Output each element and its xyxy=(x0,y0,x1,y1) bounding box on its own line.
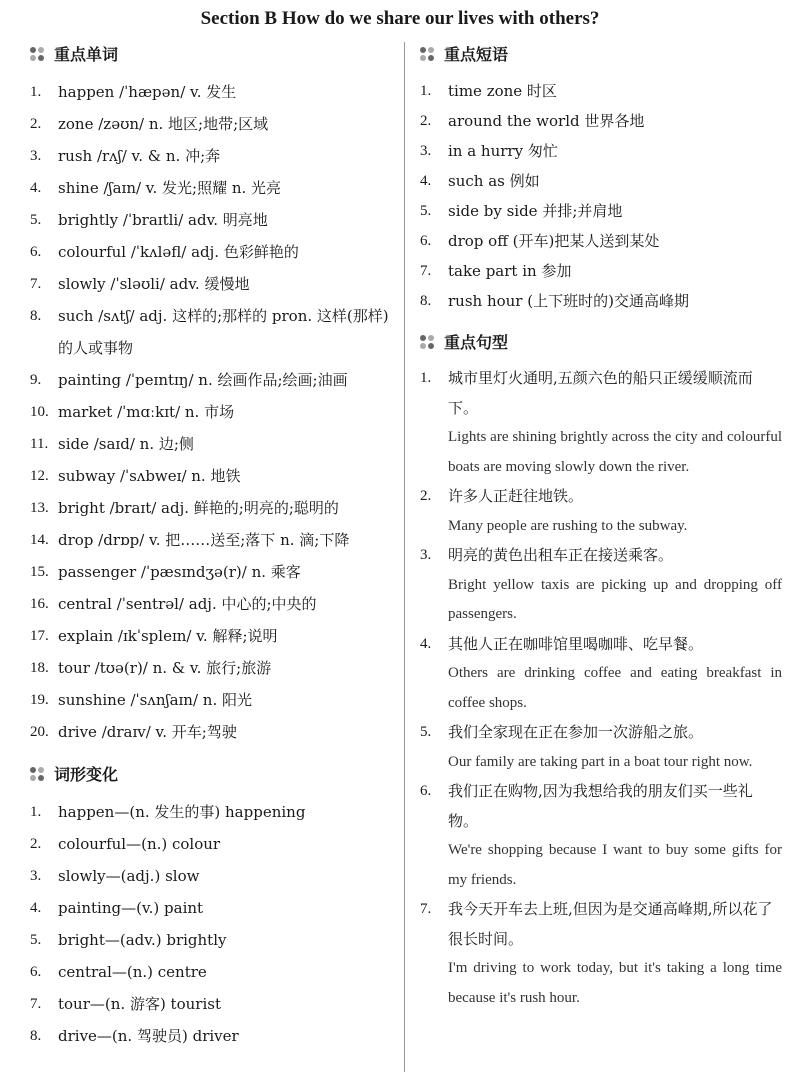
item-text: drop off (开车)把某人送到某处 xyxy=(448,232,660,250)
section-dots-icon xyxy=(420,335,436,351)
item-number: 7. xyxy=(30,276,42,292)
sentence-item xyxy=(420,895,782,1013)
vocab-item xyxy=(30,620,392,652)
item-number: 7. xyxy=(420,263,432,279)
item-number: 16. xyxy=(30,596,49,612)
vocab-item xyxy=(30,268,392,300)
item-number: 20. xyxy=(30,724,49,740)
sentence-body xyxy=(448,718,782,777)
sentence-body xyxy=(448,541,782,630)
item-text: take part in 参加 xyxy=(448,262,572,280)
sentence-chinese: 我们正在购物,因为我想给我的朋友们买一些礼物。 xyxy=(448,782,753,830)
phrase-item xyxy=(420,256,782,286)
item-number: 2. xyxy=(420,113,432,129)
item-number: 18. xyxy=(30,660,49,676)
form-item xyxy=(30,956,392,988)
vocab-item xyxy=(30,556,392,588)
item-number: 4. xyxy=(420,173,432,189)
sentence-chinese: 城市里灯火通明,五颜六色的船只正缓缓顺流而下。 xyxy=(448,369,753,417)
form-item xyxy=(30,892,392,924)
sentence-chinese: 明亮的黄色出租车正在接送乘客。 xyxy=(448,546,674,564)
phrase-item xyxy=(420,166,782,196)
item-number: 10. xyxy=(30,404,49,420)
item-text: side by side 并排;并肩地 xyxy=(448,202,623,220)
item-number: 11. xyxy=(30,436,49,452)
item-text: happen—(n. 发生的事) happening xyxy=(58,803,306,821)
item-number: 4. xyxy=(30,180,42,196)
vocab-item xyxy=(30,172,392,204)
sentence-item xyxy=(420,630,782,719)
phrase-item xyxy=(420,196,782,226)
item-text: market /ˈmɑːkɪt/ n. 市场 xyxy=(58,403,235,421)
sentence-english: Our family are taking part in a boat tour right now. xyxy=(448,753,753,770)
item-text: colourful /ˈkʌləfl/ adj. 色彩鲜艳的 xyxy=(58,243,299,261)
sentence-item xyxy=(420,482,782,541)
sentence-body xyxy=(448,777,782,895)
item-number: 5. xyxy=(420,203,432,219)
phrase-item xyxy=(420,106,782,136)
sentence-english: Lights are shining brightly across the city and colourful boats are moving slowly down the river. xyxy=(448,429,782,475)
vocab-item xyxy=(30,396,392,428)
vocab-item xyxy=(30,236,392,268)
sentence-body xyxy=(448,364,782,482)
item-text: brightly /ˈbraɪtli/ adv. 明亮地 xyxy=(58,211,268,229)
column-divider xyxy=(404,42,405,1072)
item-text: shine /ʃaɪn/ v. 发光;照耀 n. 光亮 xyxy=(58,179,282,197)
section-dots-icon xyxy=(420,47,436,63)
item-number: 2. xyxy=(420,488,432,504)
item-number: 8. xyxy=(420,293,432,309)
item-text: drive /draɪv/ v. 开车;驾驶 xyxy=(58,723,237,741)
vocab-heading xyxy=(30,42,392,68)
item-text: around the world 世界各地 xyxy=(448,112,645,130)
item-number: 6. xyxy=(30,244,42,260)
phrase-item xyxy=(420,286,782,316)
left-column xyxy=(30,42,392,1052)
item-text: such as 例如 xyxy=(448,172,540,190)
form-item xyxy=(30,988,392,1020)
item-text: bright—(adv.) brightly xyxy=(58,931,227,949)
item-number: 9. xyxy=(30,372,42,388)
sentences-heading xyxy=(420,330,782,356)
item-text: tour /tʊə(r)/ n. & v. 旅行;旅游 xyxy=(58,659,272,677)
item-text: happen /ˈhæpən/ v. 发生 xyxy=(58,83,237,101)
vocab-item xyxy=(30,492,392,524)
item-number: 12. xyxy=(30,468,49,484)
item-text: slowly /ˈsləʊli/ adv. 缓慢地 xyxy=(58,275,250,293)
sentence-item xyxy=(420,777,782,895)
phrase-item xyxy=(420,226,782,256)
sentence-english: Others are drinking coffee and eating breakfast in coffee shops. xyxy=(448,665,782,711)
item-number: 4. xyxy=(30,900,42,916)
form-item xyxy=(30,860,392,892)
item-text: subway /ˈsʌbweɪ/ n. 地铁 xyxy=(58,467,241,485)
sentence-chinese: 许多人正赶往地铁。 xyxy=(448,487,584,505)
vocab-item xyxy=(30,300,392,364)
item-number: 7. xyxy=(420,901,432,917)
page-title: Section B How do we share our lives with others? xyxy=(200,8,600,29)
item-number: 3. xyxy=(30,868,42,884)
sentence-item xyxy=(420,364,782,482)
forms-heading-text: 词形变化 xyxy=(54,765,119,784)
sentence-item xyxy=(420,718,782,777)
item-number: 1. xyxy=(30,804,42,820)
item-number: 3. xyxy=(420,143,432,159)
item-text: explain /ɪkˈspleɪn/ v. 解释;说明 xyxy=(58,627,278,645)
form-item xyxy=(30,828,392,860)
item-text: tour—(n. 游客) tourist xyxy=(58,995,221,1013)
item-text: side /saɪd/ n. 边;侧 xyxy=(58,435,194,453)
item-text: painting /ˈpeɪntɪŋ/ n. 绘画作品;绘画;油画 xyxy=(58,371,348,389)
item-text: such /sʌtʃ/ adj. 这样的;那样的 pron. 这样(那样)的人或事物 xyxy=(58,307,389,357)
item-number: 6. xyxy=(420,783,432,799)
item-number: 14. xyxy=(30,532,49,548)
item-text: drop /drɒp/ v. 把……送至;落下 n. 滴;下降 xyxy=(58,531,350,549)
vocab-item xyxy=(30,588,392,620)
item-number: 7. xyxy=(30,996,42,1012)
sentence-english: We're shopping because I want to buy some gifts for my friends. xyxy=(448,842,782,888)
vocab-item xyxy=(30,684,392,716)
item-text: bright /braɪt/ adj. 鲜艳的;明亮的;聪明的 xyxy=(58,499,339,517)
item-text: slowly—(adj.) slow xyxy=(58,867,200,885)
item-number: 3. xyxy=(30,148,42,164)
sentence-chinese: 我今天开车去上班,但因为是交通高峰期,所以花了很长时间。 xyxy=(448,900,773,948)
item-number: 1. xyxy=(420,83,432,99)
phrases-heading-text: 重点短语 xyxy=(444,45,509,64)
item-text: zone /zəʊn/ n. 地区;地带;区域 xyxy=(58,115,269,133)
item-number: 4. xyxy=(420,635,432,652)
item-text: colourful—(n.) colour xyxy=(58,835,221,853)
item-text: rush hour (上下班时的)交通高峰期 xyxy=(448,292,689,310)
item-number: 17. xyxy=(30,628,49,644)
vocab-item xyxy=(30,524,392,556)
item-text: central /ˈsentrəl/ adj. 中心的;中央的 xyxy=(58,595,317,613)
item-text: central—(n.) centre xyxy=(58,963,207,981)
item-number: 19. xyxy=(30,692,49,708)
vocab-item xyxy=(30,652,392,684)
item-text: painting—(v.) paint xyxy=(58,899,204,917)
phrase-item xyxy=(420,136,782,166)
item-number: 1. xyxy=(420,370,432,386)
item-number: 5. xyxy=(420,724,432,740)
sentences-list xyxy=(420,364,782,1013)
item-number: 6. xyxy=(420,233,432,249)
vocab-item xyxy=(30,204,392,236)
sentence-body xyxy=(448,895,782,1013)
item-number: 5. xyxy=(30,932,42,948)
sentence-english: I'm driving to work today, but it's taking a long time because it's rush hour. xyxy=(448,960,782,1006)
section-dots-icon xyxy=(30,767,46,783)
item-number: 15. xyxy=(30,564,49,580)
sentence-chinese: 其他人正在咖啡馆里喝咖啡、吃早餐。 xyxy=(448,634,704,653)
forms-heading xyxy=(30,762,392,788)
sentence-body xyxy=(448,630,782,719)
vocab-list xyxy=(30,76,392,748)
form-item xyxy=(30,796,392,828)
item-text: in a hurry 匆忙 xyxy=(448,142,558,160)
item-number: 8. xyxy=(30,1028,42,1044)
item-number: 2. xyxy=(30,836,42,852)
phrases-list xyxy=(420,76,782,316)
vocab-item xyxy=(30,76,392,108)
vocab-heading-text: 重点单词 xyxy=(54,45,119,64)
phrase-item xyxy=(420,76,782,106)
item-text: time zone 时区 xyxy=(448,82,557,100)
item-number: 6. xyxy=(30,964,42,980)
item-text: drive—(n. 驾驶员) driver xyxy=(58,1027,239,1045)
item-text: passenger /ˈpæsɪndʒə(r)/ n. 乘客 xyxy=(58,563,301,581)
sentences-heading-text: 重点句型 xyxy=(444,333,509,352)
sentence-english: Bright yellow taxis are picking up and dropping off passengers. xyxy=(448,576,782,622)
vocab-item xyxy=(30,364,392,396)
section-dots-icon xyxy=(30,47,46,63)
item-number: 3. xyxy=(420,547,432,563)
item-number: 13. xyxy=(30,500,49,516)
item-number: 8. xyxy=(30,308,42,324)
sentence-chinese: 我们全家现在正在参加一次游船之旅。 xyxy=(448,723,704,741)
item-number: 1. xyxy=(30,84,42,100)
vocab-item xyxy=(30,140,392,172)
forms-list xyxy=(30,796,392,1052)
vocab-item xyxy=(30,108,392,140)
right-column xyxy=(420,42,782,1013)
item-number: 5. xyxy=(30,212,42,228)
item-text: sunshine /ˈsʌnʃaɪn/ n. 阳光 xyxy=(58,691,252,709)
sentence-body xyxy=(448,482,782,541)
item-text: rush /rʌʃ/ v. & n. 冲;奔 xyxy=(58,147,221,165)
vocab-item xyxy=(30,428,392,460)
item-number: 2. xyxy=(30,116,42,132)
vocab-item xyxy=(30,460,392,492)
sentence-english: Many people are rushing to the subway. xyxy=(448,517,688,534)
vocab-item xyxy=(30,716,392,748)
phrases-heading xyxy=(420,42,782,68)
form-item xyxy=(30,1020,392,1052)
form-item xyxy=(30,924,392,956)
sentence-item xyxy=(420,541,782,630)
